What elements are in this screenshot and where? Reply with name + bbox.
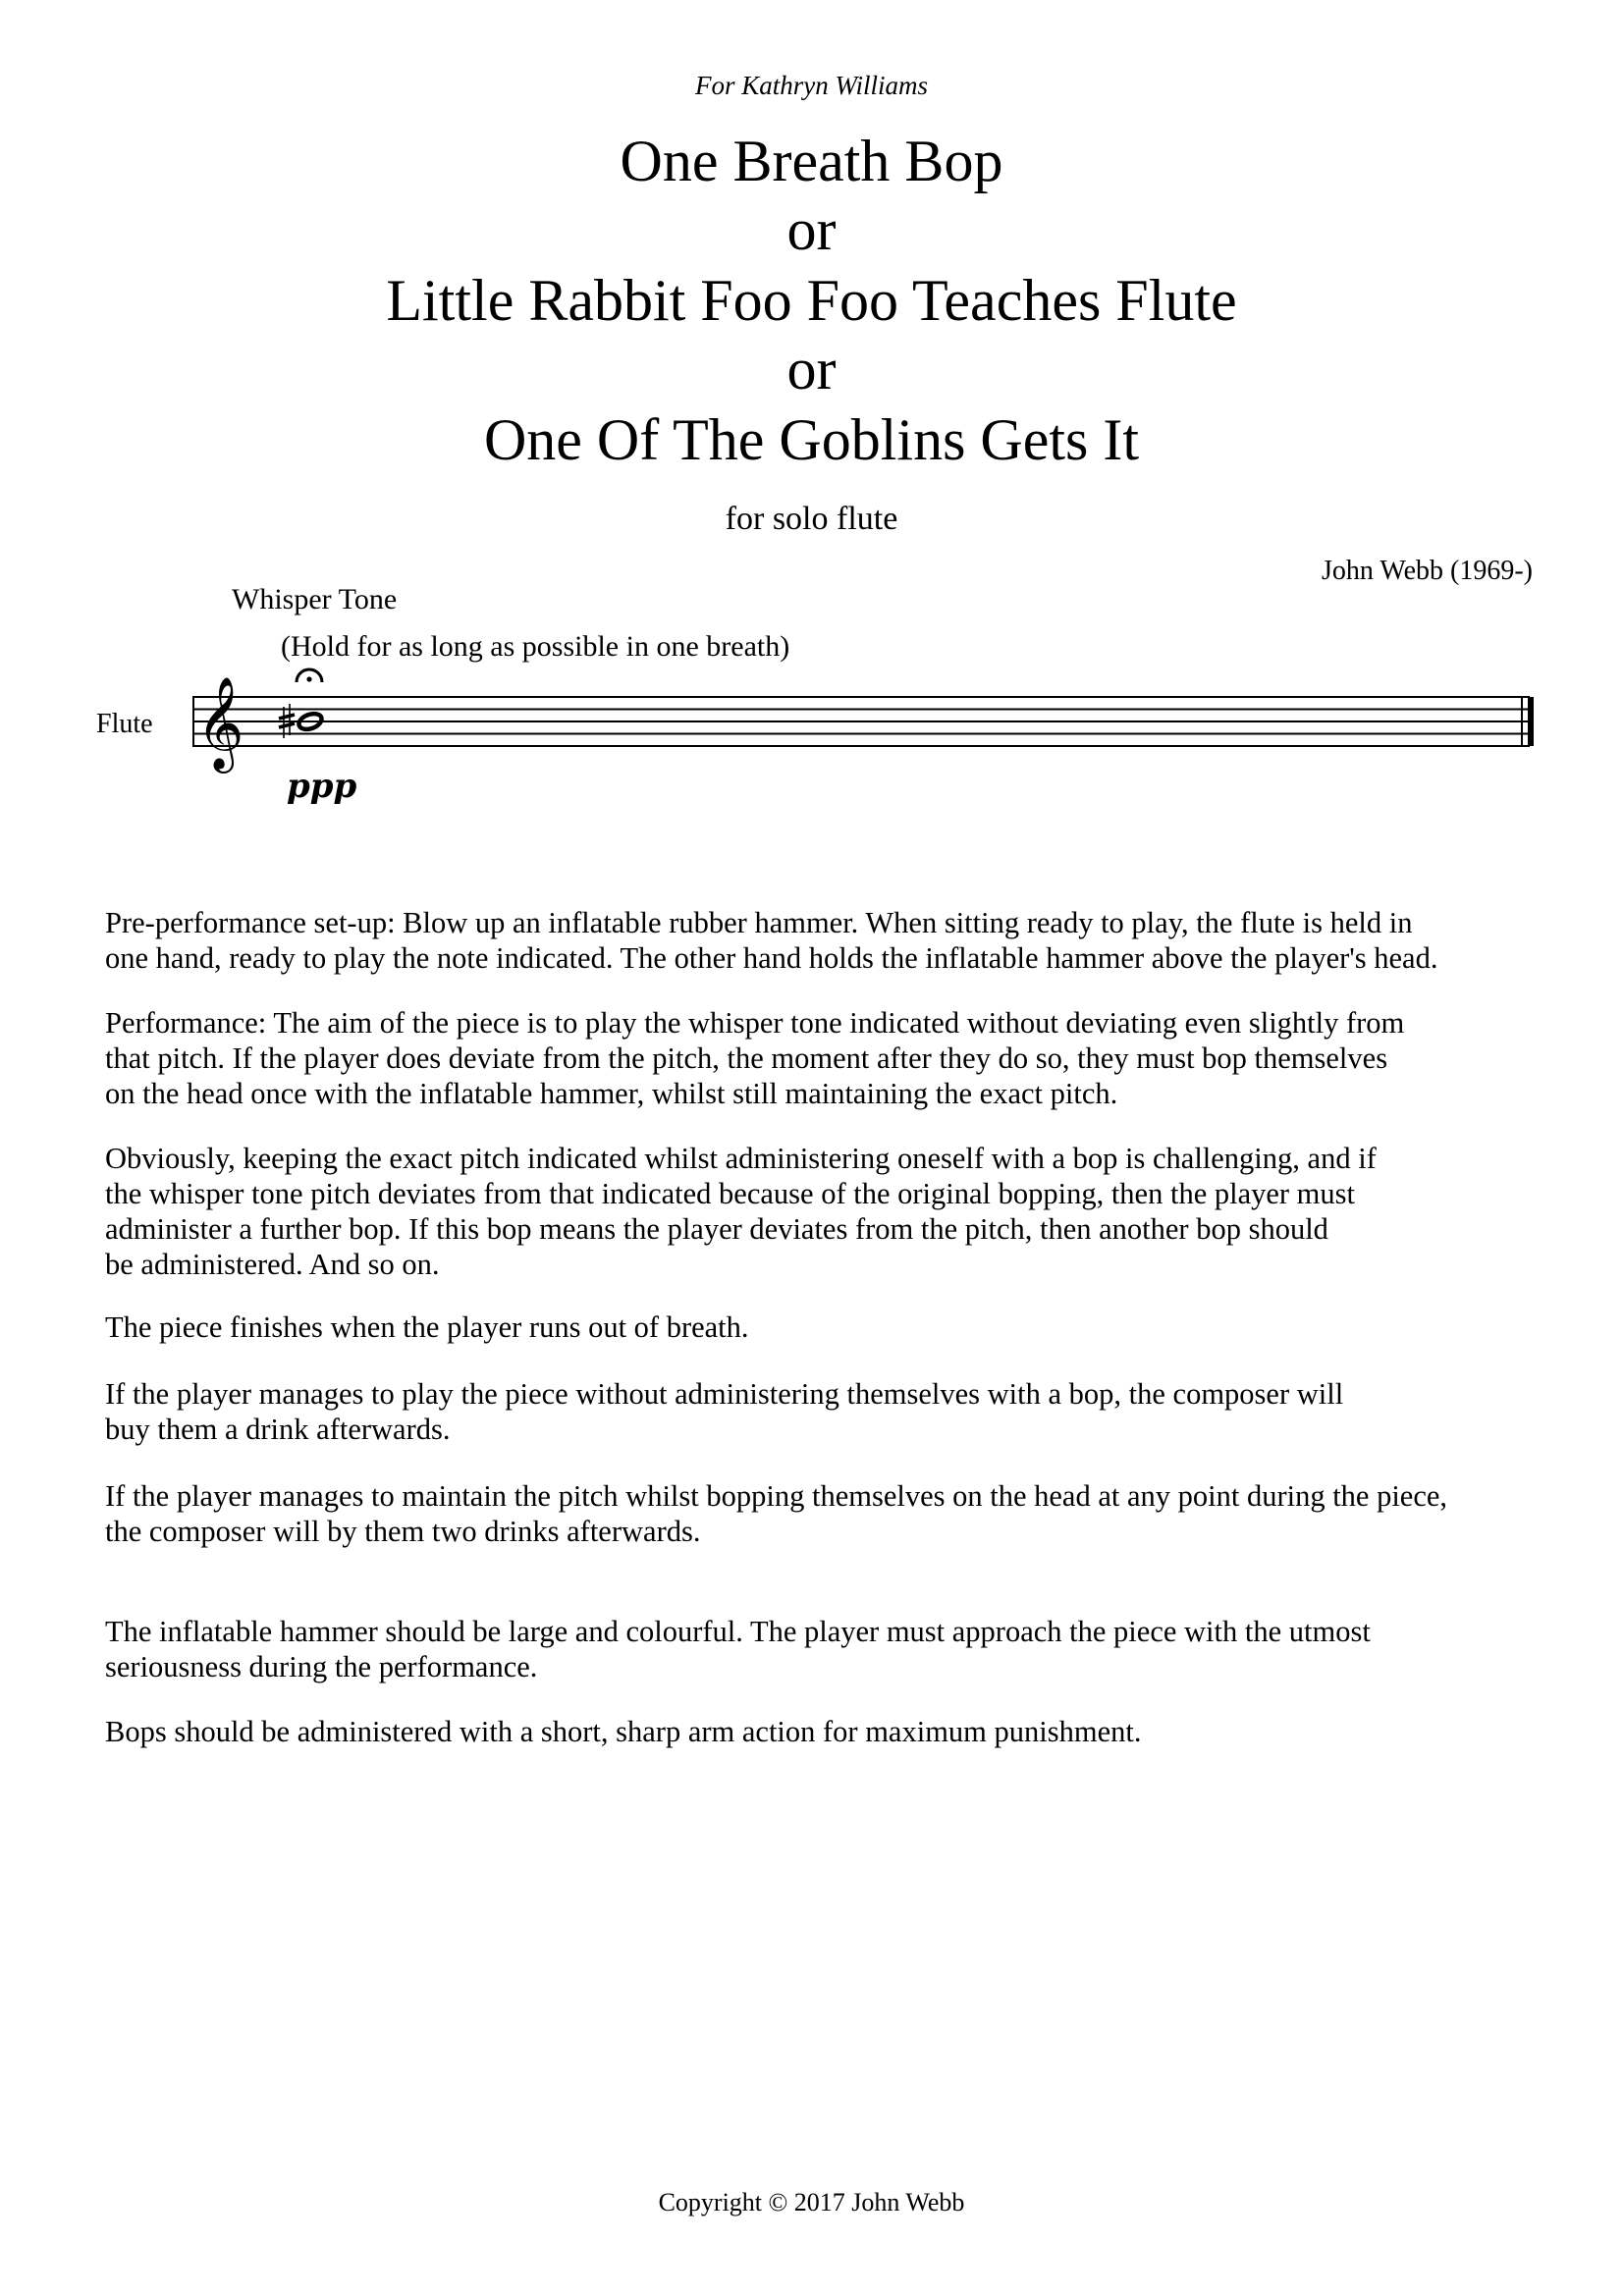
drink-line-2: buy them a drink afterwards. — [105, 1413, 451, 1446]
performance-line-1: Performance: The aim of the piece is to play the whisper tone indicated without deviating even slightly from — [105, 1006, 1405, 1040]
bop-line-2: the whisper tone pitch deviates from that indicated because of the original bopping, then the player must — [105, 1177, 1356, 1210]
action-line-1: Bops should be administered with a short, sharp arm action for maximum punishment. — [105, 1715, 1142, 1748]
score-staff — [177, 648, 1551, 825]
performance-line-3: on the head once with the inflatable hammer, whilst still maintaining the exact pitch. — [105, 1077, 1118, 1110]
dedication: For Kathryn Williams — [694, 71, 928, 100]
performance-instruction: (Hold for as long as possible in one breath) — [281, 630, 790, 663]
title-line-3: Little Rabbit Foo Foo Teaches Flute — [386, 268, 1237, 333]
bop-line-1: Obviously, keeping the exact pitch indicated whilst administering oneself with a bop is challenging, and if — [105, 1142, 1377, 1175]
performance-paragraph — [105, 1005, 1578, 1111]
setup-line-1: Pre-performance set-up: Blow up an inflatable rubber hammer. When sitting ready to play, the flute is held in — [105, 906, 1413, 939]
finish-paragraph — [105, 1309, 1578, 1345]
title-line-4: or — [786, 337, 837, 401]
composer: John Webb (1969-) — [1322, 556, 1533, 586]
hammer-line-1: The inflatable hammer should be large and colourful. The player must approach the piece with the utmost — [105, 1615, 1371, 1648]
title-line-1: One Breath Bop — [620, 129, 1003, 193]
hammer-line-2: seriousness during the performance. — [105, 1650, 538, 1683]
tempo-marking: Whisper Tone — [232, 583, 398, 615]
subtitle: for solo flute — [725, 501, 898, 537]
bop-paragraph — [105, 1141, 1578, 1282]
hammer-paragraph — [105, 1614, 1578, 1684]
action-paragraph — [105, 1714, 1578, 1749]
finish-line-1: The piece finishes when the player runs out of breath. — [105, 1310, 749, 1344]
two-drinks-line-2: the composer will by them two drinks afterwards. — [105, 1515, 701, 1548]
bop-line-4: be administered. And so on. — [105, 1248, 440, 1281]
setup-paragraph — [105, 905, 1578, 976]
staff-lines — [192, 697, 1530, 746]
setup-line-2: one hand, ready to play the note indicated. The other hand holds the inflatable hammer above the player's head. — [105, 941, 1438, 975]
bop-line-3: administer a further bop. If this bop means the player deviates from the pitch, then another bop should — [105, 1212, 1328, 1246]
drink-paragraph — [105, 1376, 1578, 1447]
treble-clef-icon: 𝄞 — [196, 676, 244, 770]
fermata-icon — [297, 669, 322, 682]
two-drinks-paragraph — [105, 1478, 1578, 1549]
two-drinks-line-1: If the player manages to maintain the pitch whilst bopping themselves on the head at any point during the piece, — [105, 1479, 1448, 1513]
title-line-2: or — [786, 197, 837, 262]
performance-line-2: that pitch. If the player does deviate from the pitch, the moment after they do so, they must bop themselves — [105, 1041, 1388, 1075]
dynamic-marking: ppp — [287, 767, 357, 806]
title-line-5: One Of The Goblins Gets It — [483, 407, 1140, 472]
drink-line-1: If the player manages to play the piece without administering themselves with a bop, the composer will — [105, 1377, 1344, 1411]
instrument-label: Flute — [96, 709, 153, 739]
copyright: Copyright © 2017 John Webb — [658, 2188, 965, 2216]
